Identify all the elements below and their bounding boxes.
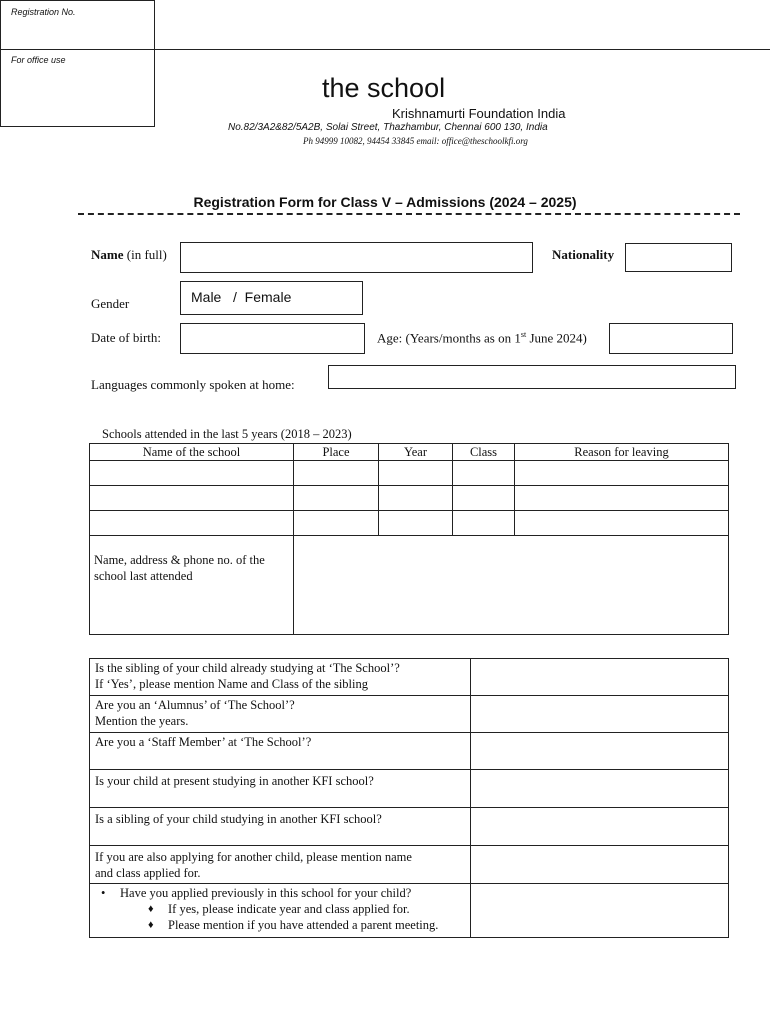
nationality-label: Nationality [552, 247, 615, 262]
question-row [90, 808, 729, 846]
age-field[interactable] [609, 323, 733, 354]
school-address: No.82/3A2&82/5A2B, Solai Street, Thazhambur, Chennai 600 130, India [228, 122, 548, 133]
diamond-bullet-icon: ♦ [148, 919, 154, 931]
question-row [90, 696, 729, 733]
table-cell[interactable] [294, 461, 379, 486]
answer-sibling-kfi-school[interactable] [471, 808, 729, 846]
age-label-prefix: Age: (Years/months as on 1 [377, 330, 521, 346]
answer-sibling-at-school[interactable] [471, 659, 729, 696]
dob-label: Date of birth: [91, 330, 162, 345]
answer-another-child[interactable] [471, 846, 729, 884]
question-other-kfi-school: Is your child at present studying in another KFI school? [90, 770, 471, 808]
school-name: the school [322, 73, 446, 103]
table-cell[interactable] [90, 486, 294, 511]
table-cell[interactable] [453, 511, 515, 536]
schools-table [89, 443, 729, 635]
bullet-item [95, 885, 466, 901]
name-field[interactable] [180, 242, 533, 273]
table-cell[interactable] [379, 511, 453, 536]
answer-applied-previously[interactable] [471, 884, 729, 938]
answer-alumnus[interactable] [471, 696, 729, 733]
table-cell[interactable] [294, 486, 379, 511]
sub-bullet-item [95, 901, 466, 917]
question-text: Please mention if you have attended a parent meeting. [168, 918, 439, 932]
question-text: Have you applied previously in this school for your child? [120, 886, 412, 900]
table-cell[interactable] [379, 461, 453, 486]
question-text: If ‘Yes’, please mention Name and Class of the sibling [95, 677, 368, 691]
nationality-field[interactable] [625, 243, 732, 272]
question-row [90, 884, 729, 938]
question-another-child [90, 846, 471, 884]
table-cell[interactable] [90, 461, 294, 486]
table-row [90, 461, 729, 486]
table-cell[interactable] [379, 486, 453, 511]
gender-field[interactable]: Male / Female [180, 281, 363, 315]
schools-caption: Schools attended in the last 5 years (2018 – 2023) [102, 427, 352, 441]
languages-field[interactable] [328, 365, 736, 389]
age-label-suffix: June 2024) [526, 330, 587, 346]
table-row [90, 511, 729, 536]
question-applied-previously [90, 884, 471, 938]
diamond-bullet-icon: ♦ [148, 903, 154, 915]
question-row [90, 770, 729, 808]
table-cell[interactable] [515, 511, 729, 536]
form-title: Registration Form for Class V – Admissions (2024 – 2025) [193, 194, 577, 210]
question-text: Mention the years. [95, 714, 189, 728]
registration-no-label: Registration No. [11, 7, 76, 17]
age-label [377, 330, 587, 346]
col-header-place: Place [294, 444, 379, 461]
question-sibling-kfi-school: Is a sibling of your child studying in another KFI school? [90, 808, 471, 846]
question-text: and class applied for. [95, 866, 201, 880]
question-text: If yes, please indicate year and class applied for. [168, 902, 410, 916]
sub-bullet-item [95, 917, 466, 933]
answer-staff-member[interactable] [471, 733, 729, 770]
office-box-divider [0, 49, 770, 50]
question-text: If you are also applying for another child, please mention name [95, 850, 412, 864]
name-label-bold: Name [91, 247, 124, 262]
schools-header-row [90, 444, 729, 461]
table-row [90, 486, 729, 511]
col-header-class: Class [453, 444, 515, 461]
question-text: Is the sibling of your child already studying at ‘The School’? [95, 661, 400, 675]
table-cell[interactable] [90, 511, 294, 536]
questions-table [89, 658, 729, 938]
bullet-icon: • [101, 886, 106, 900]
answer-other-kfi-school[interactable] [471, 770, 729, 808]
question-alumnus [90, 696, 471, 733]
table-cell[interactable] [453, 461, 515, 486]
table-cell[interactable] [515, 461, 729, 486]
school-contact: Ph 94999 10082, 94454 33845 email: office@theschoolkfi.org [303, 136, 528, 146]
languages-label: Languages commonly spoken at home: [91, 377, 295, 392]
age-label-sup: st [520, 330, 527, 339]
last-school-row [90, 536, 729, 635]
office-use-label: For office use [11, 55, 66, 65]
table-cell[interactable] [453, 486, 515, 511]
question-text: Are you an ‘Alumnus’ of ‘The School’? [95, 698, 295, 712]
dob-field[interactable] [180, 323, 365, 354]
last-school-label: Name, address & phone no. of the school last attended [90, 536, 294, 635]
question-row [90, 846, 729, 884]
name-label [91, 247, 167, 263]
table-cell[interactable] [515, 486, 729, 511]
question-row [90, 733, 729, 770]
table-cell[interactable] [294, 511, 379, 536]
question-staff-member: Are you a ‘Staff Member’ at ‘The School’? [90, 733, 471, 770]
office-use-box [0, 0, 155, 127]
col-header-school: Name of the school [90, 444, 294, 461]
dashed-divider [78, 213, 740, 215]
name-label-rest: (in full) [123, 247, 167, 262]
last-school-field[interactable] [294, 536, 729, 635]
question-sibling-at-school [90, 659, 471, 696]
foundation-name: Krishnamurti Foundation India [392, 106, 566, 121]
col-header-reason: Reason for leaving [515, 444, 729, 461]
gender-label: Gender [91, 296, 130, 311]
question-row [90, 659, 729, 696]
col-header-year: Year [379, 444, 453, 461]
